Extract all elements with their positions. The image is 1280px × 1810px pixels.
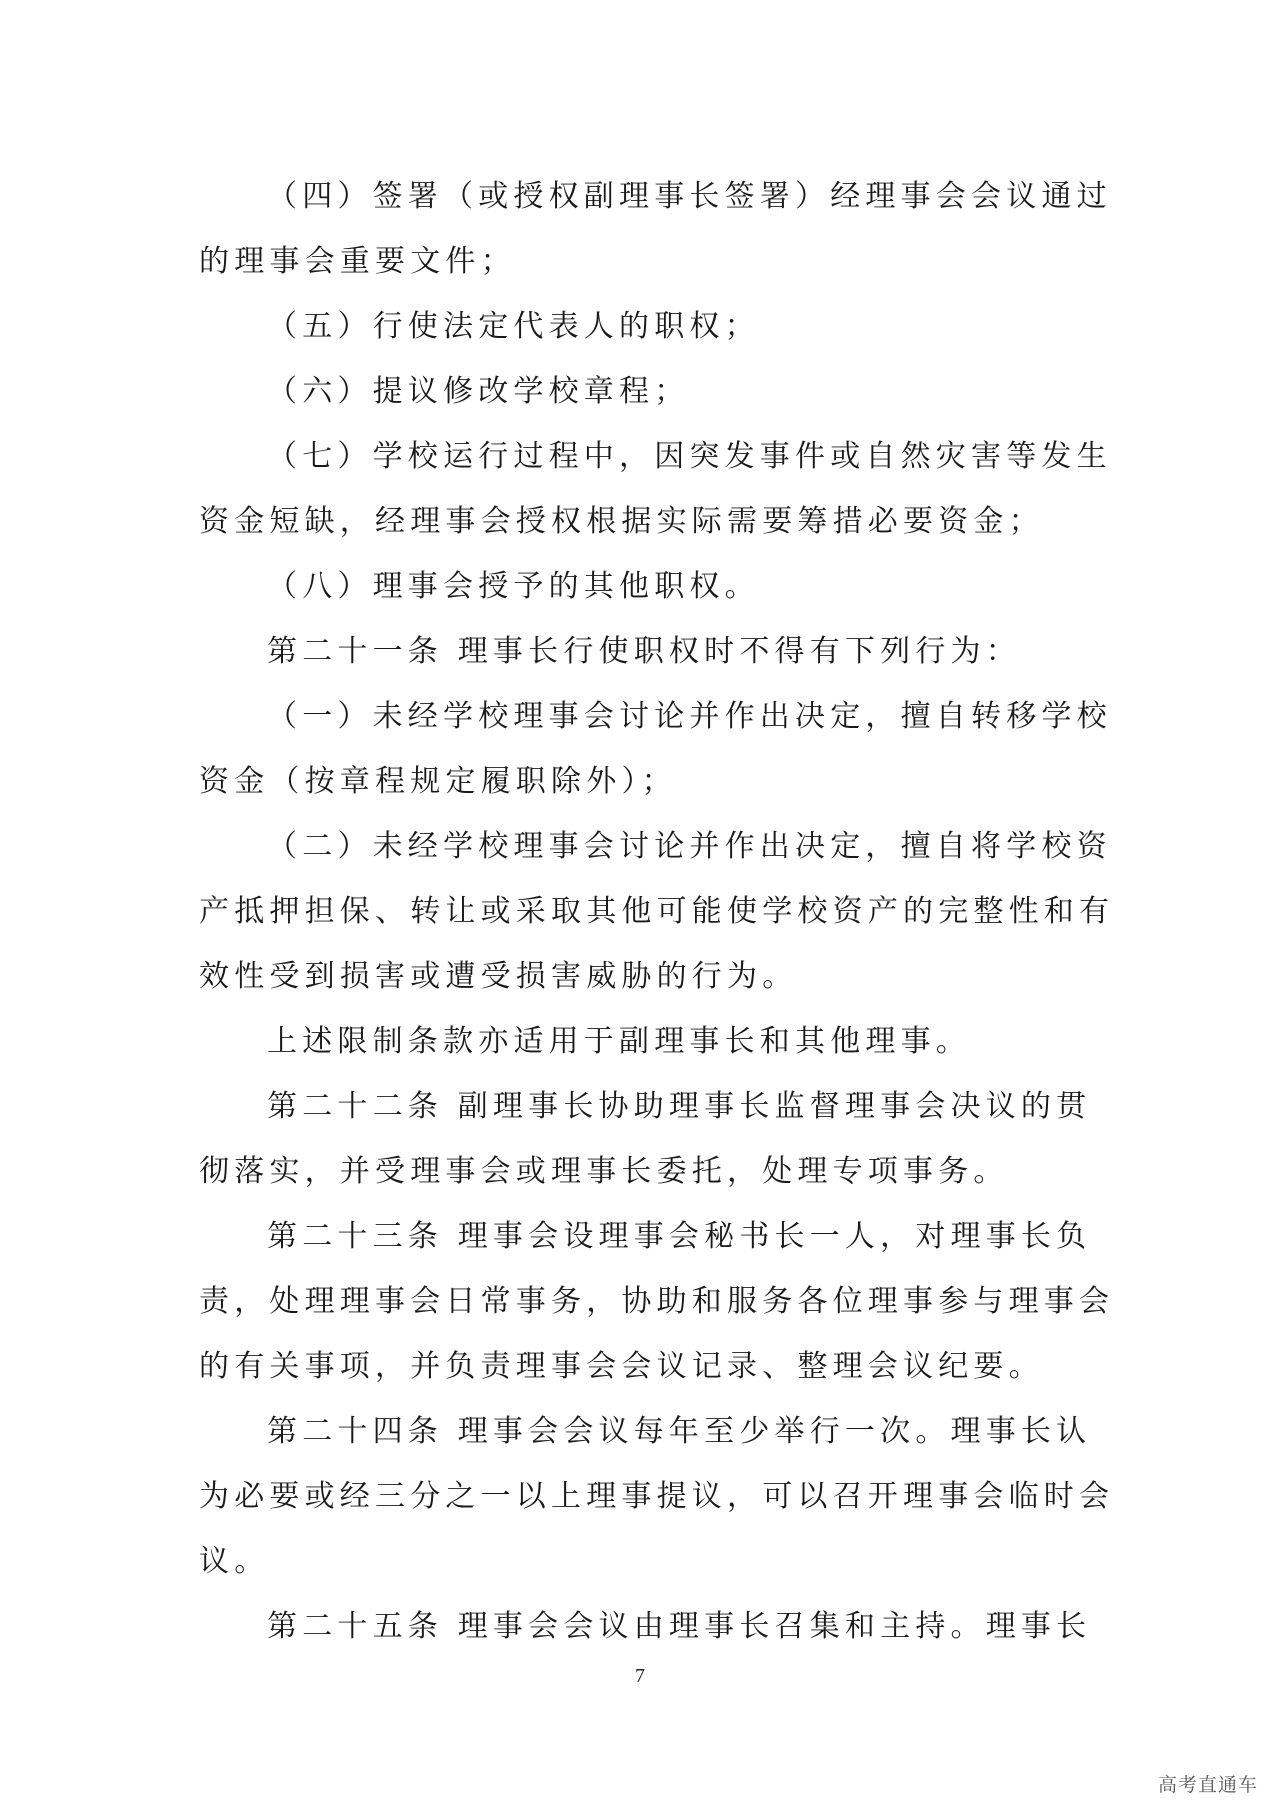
text-line: （五）行使法定代表人的职权； [267,309,760,344]
text-line: 的有关事项，并负责理事会会议记录、整理会议纪要。 [199,1349,1044,1384]
text-line: （四）签署（或授权副理事长签署）经理事会会议通过 [267,179,1112,214]
text-line: 第二十一条 理事长行使职权时不得有下列行为： [267,634,1021,669]
document-body [199,164,1115,1659]
text-line: 第二十三条 理事会设理事会秘书长一人，对理事长负 [267,1219,1092,1254]
text-line: 效性受到损害或遭受损害威胁的行为。 [199,959,798,994]
text-line: 第二十五条 理事会会议由理事长召集和主持。理事长 [267,1609,1092,1644]
text-line: （一）未经学校理事会讨论并作出决定，擅自转移学校 [267,699,1112,734]
text-line: （七）学校运行过程中，因突发事件或自然灾害等发生 [267,439,1112,474]
text-line: （六）提议修改学校章程； [267,374,690,409]
text-line: 资金短缺，经理事会授权根据实际需要筹措必要资金； [199,504,1044,539]
text-line: 第二十二条 副理事长协助理事长监督理事会决议的贯 [267,1089,1092,1124]
text-line: 议。 [199,1544,270,1579]
text-line: 为必要或经三分之一以上理事提议，可以召开理事会临时会 [199,1479,1115,1514]
watermark-text: 高考直通车 [1157,1774,1258,1796]
text-line: 上述限制条款亦适用于副理事长和其他理事。 [267,1024,971,1059]
text-line: 产抵押担保、转让或采取其他可能使学校资产的完整性和有 [199,894,1115,929]
text-line: 责，处理理事会日常事务，协助和服务各位理事参与理事会 [199,1284,1115,1319]
page-number: 7 [635,1665,645,1687]
text-line: 的理事会重要文件； [199,244,516,279]
text-line: 第二十四条 理事会会议每年至少举行一次。理事长认 [267,1414,1092,1449]
text-line: （八）理事会授予的其他职权。 [267,569,760,604]
text-line: 资金（按章程规定履职除外）； [199,764,677,799]
text-line: （二）未经学校理事会讨论并作出决定，擅自将学校资 [267,829,1112,864]
text-line: 彻落实，并受理事会或理事长委托，处理专项事务。 [199,1154,1009,1189]
